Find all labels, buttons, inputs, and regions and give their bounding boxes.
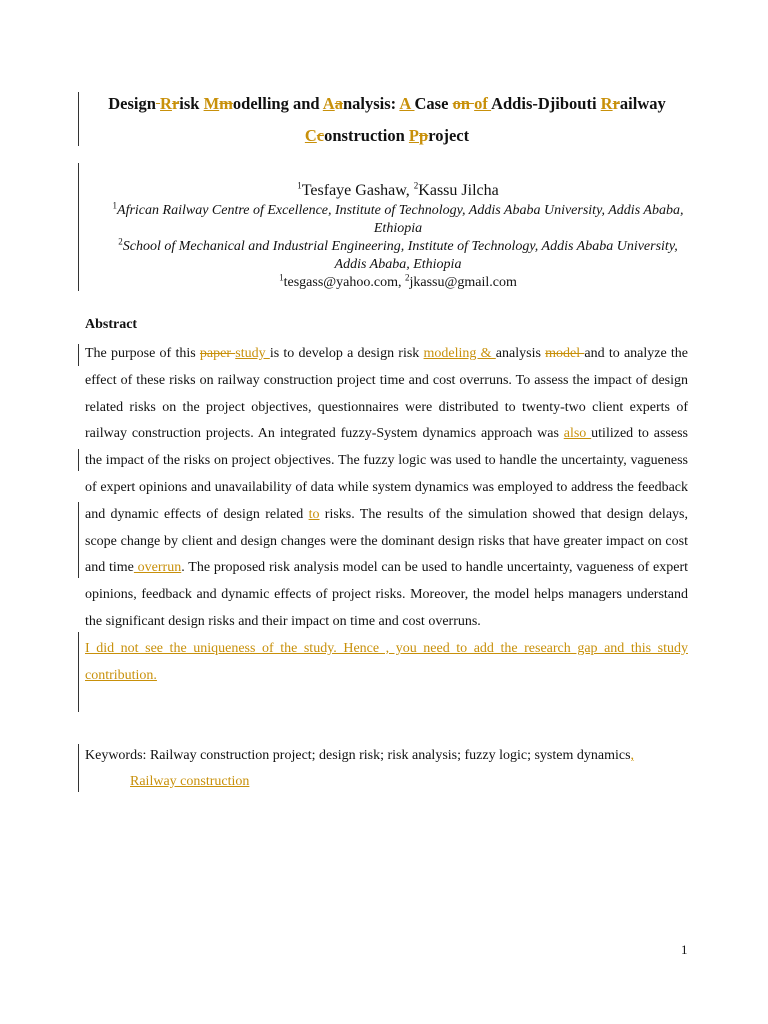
keywords-section [85,743,705,795]
keywords-line-2 [85,769,705,795]
tracked-insertion: study [235,346,270,361]
keywords-label: Keywords: [85,748,150,763]
text-run: Case [414,94,453,113]
paper-title [84,88,690,152]
affiliation-1 [110,202,686,238]
text-run: risks. The results of the simulation showed that design delays, scope change by client and design changes were the dominant design risks that have greater impact on cost and time [85,506,688,576]
change-bar-abstract-2 [78,449,79,471]
text-run: ailway [619,94,666,113]
keywords-line [85,743,705,769]
text-run: onstruction [324,126,409,145]
text-run: analysis [495,346,546,361]
author-emails [110,274,686,292]
author-1-sup: 1 [297,180,302,191]
email-2-sup: 2 [404,272,410,283]
text-run: The purpose of this [85,346,200,361]
tracked-deletion: c [316,126,325,145]
text-run: odelling and [232,94,323,113]
tracked-insertion: A [399,94,415,113]
change-bar-abstract-1 [78,344,79,366]
page-number: 1 [681,942,688,957]
affiliation-1-sup: 1 [112,200,118,211]
title-line-1 [84,88,690,120]
tracked-insertion: M [203,94,220,113]
abstract-body [85,341,688,636]
text-run: Design [108,94,156,113]
text-run: nalysis: [342,94,400,113]
author-names [110,180,686,202]
change-bar-authors [78,163,79,291]
tracked-deletion: m [219,94,233,113]
affiliation-1-text: African Railway Centre of Excellence, Institute of Technology, Addis Ababa University, Addis Ababa, Ethiopia [117,203,684,236]
abstract-heading: Abstract [85,317,138,332]
tracked-deletion: a [334,94,343,113]
abstract-section [85,341,688,689]
tracked-insertion: P [408,126,420,145]
tracked-deletion: paper [199,346,236,361]
author-block [110,180,686,292]
title-line-2 [84,120,690,152]
change-bar-abstract-4 [78,632,79,712]
author-2-sup: 2 [413,180,419,191]
text-run: is to develop a design risk [269,346,424,361]
author-2-name: Kassu Jilcha [418,182,499,199]
affiliation-2-text: School of Mechanical and Industrial Engineering, Institute of Technology, Addis Ababa University, Addis Ababa, Ethiopia [122,239,678,272]
change-bar-title [78,92,79,146]
keywords-inserted-comma: , [630,748,635,763]
tracked-insertion: R [600,94,613,113]
text-run: . The proposed risk analysis model can be used to handle uncertainty, vagueness of expert opinions, feedback and dynamic effects of project risks. Moreover, the model helps managers understand the significant design risks and their impact on time and cost overruns. [85,560,688,629]
tracked-insertion: to [308,506,320,522]
email-1-sup: 1 [279,272,284,283]
tracked-insertion: C [304,126,317,145]
change-bar-abstract-3 [78,502,79,578]
tracked-insertion: of [474,94,492,113]
tracked-insertion: overrun [133,560,182,576]
affiliation-2-sup: 2 [118,236,123,247]
tracked-deletion: on [452,94,475,113]
tracked-deletion: r [171,94,180,113]
email-1: tesgass@yahoo.com, [283,275,405,290]
text-run: Addis-Djibouti [491,94,601,113]
tracked-insertion: A [322,94,335,113]
change-bar-keywords [78,744,79,792]
email-2: jkassu@gmail.com [409,275,517,290]
keywords-text: Railway construction project; design risk; risk analysis; fuzzy logic; system dynamics [149,748,631,763]
keywords-inserted-term: Railway construction [130,774,250,789]
tracked-insertion: modeling & [423,346,496,361]
reviewer-comment: I did not see the uniqueness of the study. Hence , you need to add the research gap and this study contribution. [85,640,688,683]
tracked-insertion: also [563,426,592,442]
affiliation-2 [110,238,686,274]
tracked-deletion: model [545,346,585,361]
tracked-deletion: p [419,126,429,145]
tracked-deletion: r [612,94,620,113]
text-run: isk [179,94,204,113]
author-1-name: Tesfaye Gashaw, [301,182,414,199]
text-run: and to analyze the effect of these risks on railway construction project time and cost overruns. To assess the impact of design related risks on the project objectives, questionnaires were distributed to twenty-two client experts of railway construction projects. An integrated fuzzy-System dynamics approach was [85,346,689,442]
tracked-insertion: R [160,94,172,113]
text-run: utilized to assess the impact of the risks on project objectives. The fuzzy logic was used to handle the uncertainty, vagueness of expert opinions and unavailability of data while system dynamics was employed to address the feedback and dynamic effects of design related [85,426,688,522]
text-run: roject [428,126,470,145]
